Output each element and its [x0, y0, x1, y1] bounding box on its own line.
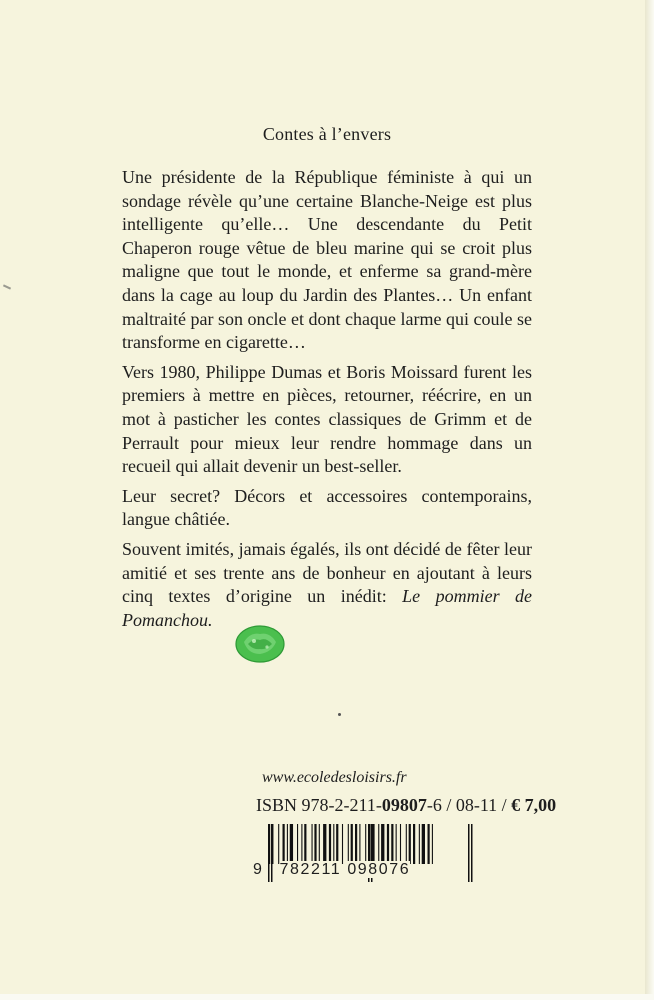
- blurb-paragraph-4-text: Souvent imités, jamais égalés, ils ont décidé de fêter leur amitié et ses trente ans de bonheur en ajoutant à leurs cinq textes d’origine un inédit:: [122, 538, 532, 607]
- isbn-price-line: [256, 795, 556, 816]
- barcode-first-digit: 9: [253, 861, 264, 878]
- cover-right-edge: [645, 0, 654, 1000]
- isbn-bold-part: 09807: [381, 795, 427, 815]
- barcode-digits: [253, 861, 483, 879]
- blurb-paragraph-2: Vers 1980, Philippe Dumas et Boris Moissard furent les premiers à mettre en pièces, retourner, réécrire, en un mot à pasticher les contes classiques de Grimm et de Perrault pour mieux leur rendre hommage dans un recueil qui allait devenir un best-seller.: [122, 361, 532, 477]
- new-story-title: Le pommier de Pomanchou.: [122, 586, 532, 630]
- book-title: Contes à l’envers: [262, 124, 392, 144]
- blurb-paragraph-1: Une présidente de la République féministe à qui un sondage révèle qu’une certaine Blanche-Neige est plus intelligente qu’elle… Une descendante du Petit Chaperon rouge vêtue de bleu marine qui se croit plus maligne que tout le monde, et enferme sa grand-mère dans la cage au loup du Jardin des Plantes… Un enfant maltraité par son oncle et dont chaque larme qui coule se transforme en cigarette…: [122, 167, 532, 353]
- scan-mark: [3, 284, 11, 289]
- publisher-website: www.ecoledesloisirs.fr: [262, 769, 407, 786]
- barcode-left-group: 782211: [279, 861, 342, 878]
- isbn-prefix: ISBN 978-2-211-: [256, 795, 382, 815]
- blurb-paragraph-3: Leur secret? Décors et accessoires contemporains, langue châtiée.: [122, 485, 532, 530]
- isbn-suffix: -6 / 08-11 /: [426, 795, 512, 815]
- cover-bottom-edge: [0, 994, 654, 1000]
- green-seal-sticker-icon: [234, 624, 286, 664]
- price: € 7,00: [511, 795, 557, 815]
- back-cover-blurb: [122, 166, 532, 632]
- barcode-right-group: 098076: [347, 861, 411, 878]
- ink-dot: [338, 713, 341, 716]
- blurb-paragraph-4: [122, 538, 532, 632]
